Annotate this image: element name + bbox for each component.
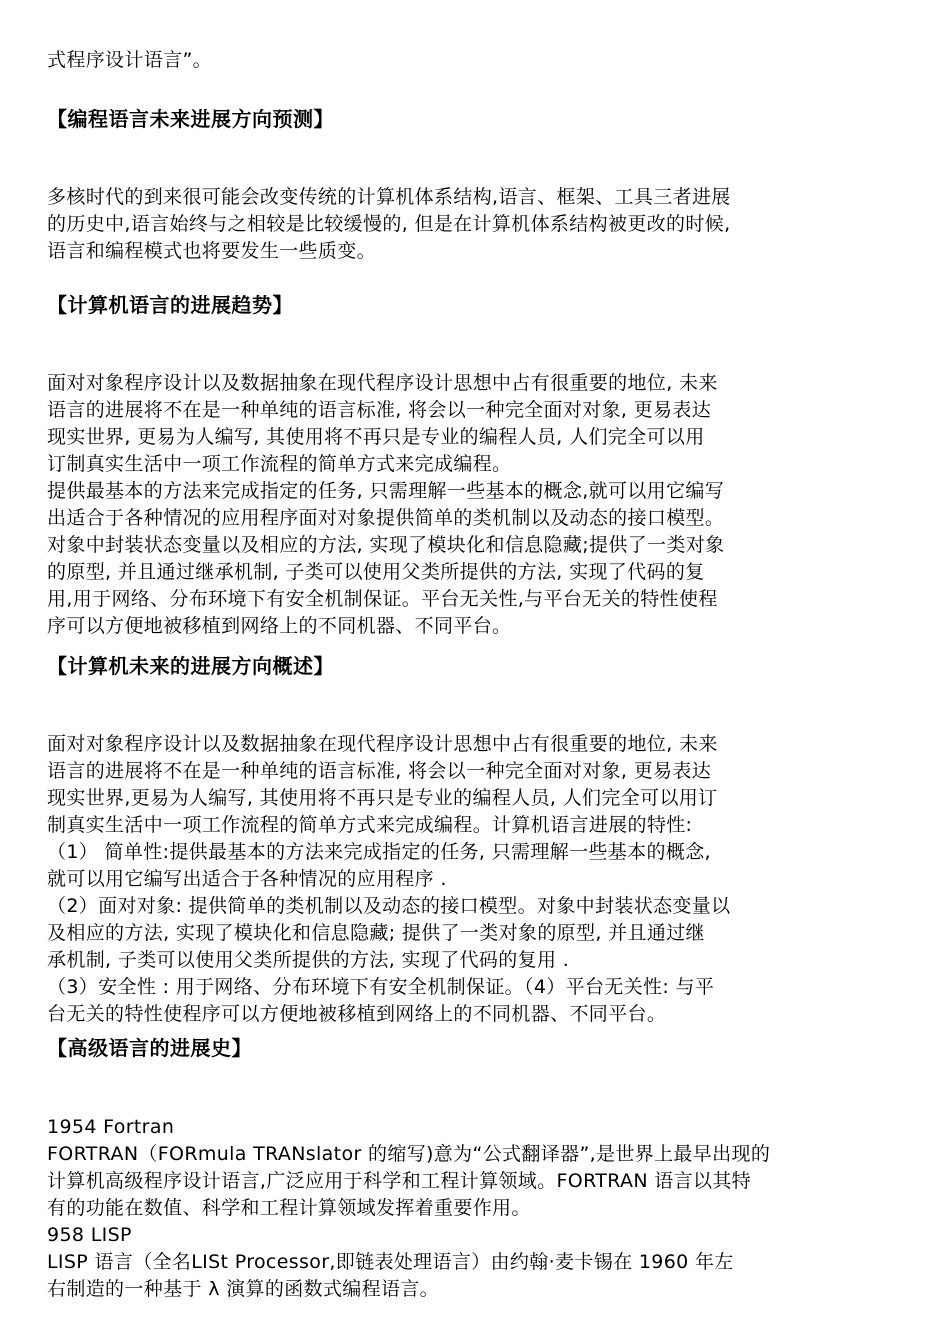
text-line: 对象中封装状态变量以及相应的方法, 实现了模块化和信息隐藏;提供了一类对象: [47, 534, 725, 556]
section-body-language-trend: [47, 370, 907, 640]
text-line: 的历史中,语言始终与之相较是比较缓慢的, 但是在计算机体系结构被更改的时候,: [47, 213, 731, 235]
section-heading-language-trend: [47, 290, 907, 320]
heading-text: 【编程语言未来进展方向预测】: [47, 107, 334, 131]
text-line: 面对对象程序设计以及数据抽象在现代程序设计思想中占有很重要的地位, 未来: [47, 733, 718, 755]
text-line: LISP 语言（全名LISt Processor,即链表处理语言）由约翰·麦卡锡在 1960 年左: [47, 1251, 734, 1273]
text-line: 958 LISP: [47, 1224, 132, 1246]
section-body-language-future: [47, 184, 907, 265]
text-line: （1） 简单性:提供最基本的方法来完成指定的任务, 只需理解一些基本的概念,: [47, 841, 711, 863]
text-line: 出适合于各种情况的应用程序面对对象提供简单的类机制以及动态的接口模型。: [47, 507, 725, 529]
heading-text: 【高级语言的进展史】: [47, 1036, 252, 1060]
text-line: 用,用于网络、分布环境下有安全机制保证。平台无关性,与平台无关的特性使程: [47, 588, 718, 610]
text-line: 语言的进展将不在是一种单纯的语言标准, 将会以一种完全面对对象, 更易表达: [47, 760, 712, 782]
text-line: 计算机高级程序设计语言,广泛应用于科学和工程计算领域。FORTRAN 语言以其特: [47, 1170, 752, 1192]
text-line: 制真实生活中一项工作流程的简单方式来完成编程。计算机语言进展的特性:: [47, 814, 693, 836]
text-line: 1954 Fortran: [47, 1116, 175, 1138]
section-heading-computer-future: [47, 651, 907, 681]
section-heading-language-future: [47, 104, 907, 134]
text-line: （2）面对对象: 提供简单的类机制以及动态的接口模型。对象中封装状态变量以: [47, 895, 731, 917]
heading-text: 【计算机语言的进展趋势】: [47, 293, 293, 317]
heading-text: 【计算机未来的进展方向概述】: [47, 654, 334, 678]
text-line: 右制造的一种基于 λ 演算的函数式编程语言。: [47, 1278, 440, 1300]
section-body-computer-future: [47, 731, 907, 1028]
text-line: 台无关的特性使程序可以方便地被移植到网络上的不同机器、不同平台。: [47, 1003, 667, 1025]
text-line: FORTRAN（FORmula TRANslator 的缩写)意为“公式翻译器”,是世界上最早出现的: [47, 1143, 771, 1165]
text-line: 现实世界,更易为人编写, 其使用将不再只是专业的编程人员, 人们完全可以用订: [47, 787, 718, 809]
text-line: 的原型, 并且通过继承机制, 子类可以使用父类所提供的方法, 实现了代码的复: [47, 561, 705, 583]
section-body-language-history: [47, 1114, 907, 1303]
text-line: （3）安全性 : 用于网络、分布环境下有安全机制保证。（4）平台无关性: 与平: [47, 976, 715, 998]
text-line: 语言和编程模式也将要发生一些质变。: [47, 240, 376, 262]
text-line: 提供最基本的方法来完成指定的任务, 只需理解一些基本的概念,就可以用它编写: [47, 480, 725, 502]
section-heading-language-history: [47, 1033, 907, 1063]
text-line: 语言的进展将不在是一种单纯的语言标准, 将会以一种完全面对对象, 更易表达: [47, 399, 712, 421]
text-line: 有的功能在数值、科学和工程计算领域发挥着重要作用。: [47, 1197, 531, 1219]
intro-paragraph: [47, 47, 907, 74]
text-line: 及相应的方法, 实现了模块化和信息隐藏; 提供了一类对象的原型, 并且通过继: [47, 922, 705, 944]
text-line: 多核时代的到来很可能会改变传统的计算机体系结构,语言、框架、工具三者进展: [47, 186, 731, 208]
text-line: 订制真实生活中一项工作流程的简单方式来完成编程。: [47, 453, 512, 475]
text-line: 式程序设计语言”。: [47, 49, 212, 71]
text-line: 面对对象程序设计以及数据抽象在现代程序设计思想中占有很重要的地位, 未来: [47, 372, 718, 394]
text-line: 就可以用它编写出适合于各种情况的应用程序 .: [47, 868, 447, 890]
text-line: 承机制, 子类可以使用父类所提供的方法, 实现了代码的复用 .: [47, 949, 570, 971]
text-line: 现实世界, 更易为人编写, 其使用将不再只是专业的编程人员, 人们完全可以用: [47, 426, 705, 448]
text-line: 序可以方便地被移植到网络上的不同机器、不同平台。: [47, 615, 512, 637]
